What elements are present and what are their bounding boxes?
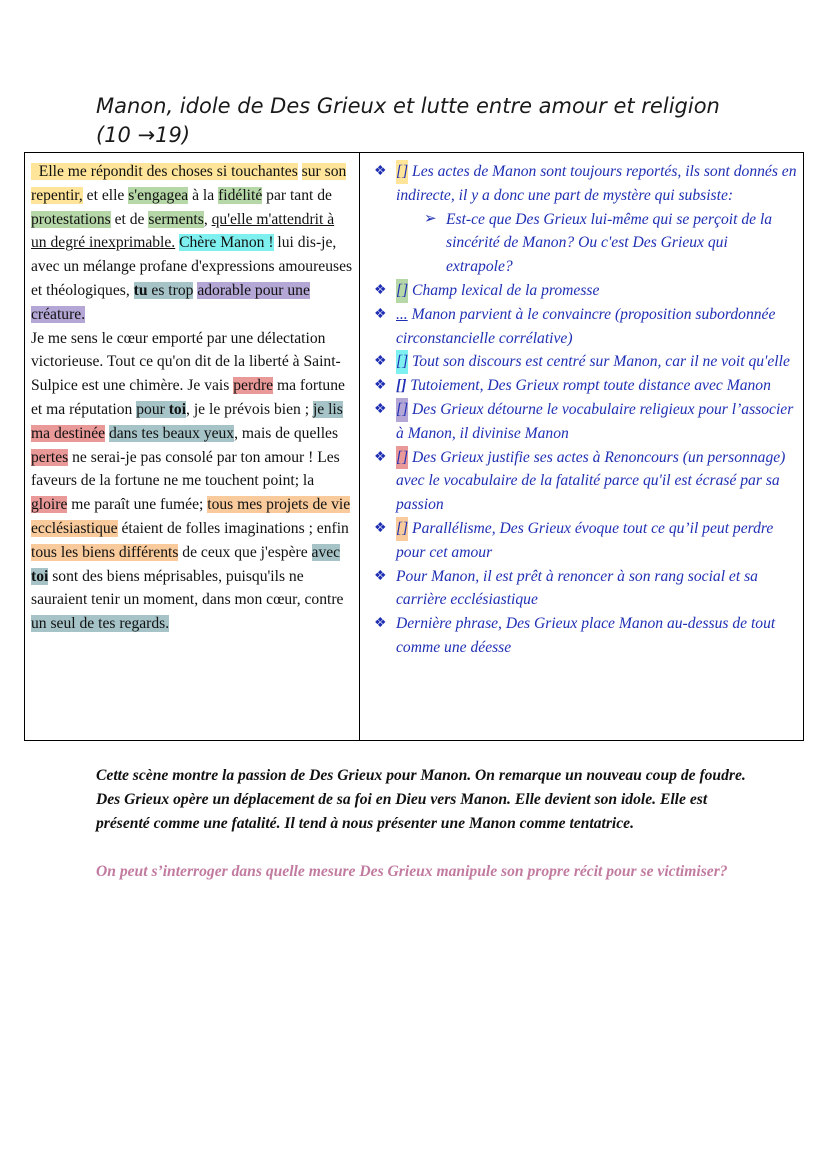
note-text: Des Grieux détourne le vocabulaire religieux pour l’associer à Manon, il divinise Manon — [396, 400, 794, 442]
note-item — [370, 517, 797, 565]
note-item — [370, 303, 797, 351]
note-text: Tout son discours est centré sur Manon, car il ne voit qu'elle — [408, 353, 790, 371]
note-text: Pour Manon, il est prêt à renoncer à son rang social et sa carrière ecclésiastique — [396, 567, 758, 609]
underlined-text: qu'elle m'attendrit à un degré inexprimable. — [31, 210, 335, 252]
highlight: serments — [148, 210, 204, 228]
note-text: Des Grieux justifie ses actes à Renoncours (un personnage) avec le vocabulaire de la fatalité parce qu'il est écrasé par sa passion — [396, 448, 786, 514]
conclusion-paragraph: Cette scène montre la passion de Des Grieux pour Manon. On remarque un nouveau coup de foudre. Des Grieux opère un déplacement de sa foi en Dieu vers Manon. Elle devient son idole. Elle est présenté comme une fatalité. Il tend à nous présenter une Manon comme tentatrice. — [96, 767, 746, 832]
highlight: fidélité — [218, 186, 263, 204]
text-run: , mais de quelles — [234, 424, 339, 442]
highlight: tous les biens différents — [31, 543, 179, 561]
note-text: Dernière phrase, Des Grieux place Manon au-dessus de tout comme une déesse — [396, 615, 776, 656]
highlight: dans tes beaux yeux — [108, 424, 235, 442]
diamond-bullet-icon: ❖ — [374, 449, 387, 465]
sub-note-text: Est-ce que Des Grieux lui-même qui se perçoit de la sincérité de Manon? Ou c'est Des Grieux qui extrapole? — [446, 210, 773, 276]
bold-marker: [] — [396, 377, 407, 395]
text-run: et elle — [82, 186, 129, 204]
color-marker: [] — [396, 517, 408, 541]
diamond-bullet-icon: ❖ — [374, 520, 387, 536]
diamond-bullet-icon: ❖ — [374, 378, 387, 394]
text-run: à la — [188, 186, 219, 204]
diamond-bullet-icon: ❖ — [374, 354, 387, 370]
arrow-bullet-icon: ➢ — [424, 210, 437, 227]
note-item — [370, 350, 797, 374]
text-run: et de — [110, 210, 149, 228]
note-text: Les actes de Manon sont toujours reportés, ils sont donnés en indirecte, il y a donc une part de mystère qui subsiste: — [396, 163, 797, 204]
note-item — [370, 160, 797, 279]
text-run: ne serai-je pas consolé par ton amour ! Les faveurs de la fortune ne me touchent point; la — [31, 448, 340, 490]
note-text: Manon parvient à le convaincre (proposition subordonnée circonstancielle corrélative) — [396, 305, 776, 347]
sub-note — [396, 208, 797, 279]
text-run: avec — [311, 543, 341, 561]
underline-marker: ... — [396, 305, 408, 323]
diamond-bullet-icon: ❖ — [374, 616, 387, 632]
excerpt-text — [25, 153, 360, 740]
highlight: protestations — [31, 210, 111, 228]
text-run: lui dis-je, avec un mélange profane d'expressions amoureuses et théologiques, — [31, 234, 353, 299]
note-text: Champ lexical de la promesse — [408, 281, 600, 299]
note-item — [370, 446, 797, 517]
color-marker: [] — [396, 279, 408, 303]
highlight: Chère Manon ! — [179, 234, 274, 252]
highlight: ma destinée — [31, 424, 106, 442]
highlight: sur son repentir, — [31, 163, 347, 204]
text-run: , je le prévois bien ; — [186, 400, 313, 418]
highlight: perdre — [233, 377, 274, 395]
diamond-bullet-icon: ❖ — [374, 306, 387, 322]
note-item — [370, 565, 797, 613]
highlight-bold: tu — [133, 281, 148, 299]
diamond-bullet-icon: ❖ — [374, 282, 387, 298]
highlight: tous mes projets de vie ecclésiastique — [31, 496, 351, 537]
color-marker: [] — [396, 350, 408, 374]
question-paragraph: On peut s’interroger dans quelle mesure Des Grieux manipule son propre récit pour se victimiser? — [96, 863, 728, 880]
text-run: sont des biens méprisables, puisqu'ils ne sauraient tenir un moment, dans mon cœur, contre — [31, 567, 344, 609]
highlight: gloire — [31, 496, 68, 514]
text-run: ma fortune et ma réputation — [31, 377, 345, 418]
diamond-bullet-icon: ❖ — [374, 568, 387, 584]
highlight — [136, 401, 186, 418]
note-item — [370, 398, 797, 446]
highlight: je lis — [312, 400, 343, 418]
color-marker: [] — [396, 160, 408, 184]
page-title: Manon, idole de Des Grieux et lutte entre amour et religion (10 →19) — [96, 94, 720, 147]
note-item — [370, 612, 797, 660]
note-item — [370, 279, 797, 303]
highlight: un seul de tes regards. — [31, 615, 170, 633]
highlight: es trop — [147, 281, 194, 299]
diamond-bullet-icon: ❖ — [374, 401, 387, 417]
note-text: Tutoiement, Des Grieux rompt toute distance avec Manon — [406, 377, 771, 395]
analysis-table — [24, 152, 804, 741]
color-marker: [] — [396, 446, 408, 470]
diamond-bullet-icon: ❖ — [374, 164, 387, 179]
text-run: , — [203, 210, 212, 228]
text-run: étaient de folles imaginations ; enfin — [117, 519, 349, 537]
note-item — [370, 374, 797, 398]
text-run: me paraît une fumée; — [67, 496, 208, 514]
highlight: s'engagea — [128, 186, 189, 204]
highlight: pertes — [31, 448, 69, 466]
text-run: pour — [136, 400, 169, 418]
color-marker: [] — [396, 398, 408, 422]
bold-text: toi — [168, 400, 187, 418]
text-run: de ceux que j'espère — [178, 543, 312, 561]
highlight: Elle me répondit des choses si touchantes — [31, 163, 298, 180]
text-run: par tant de — [262, 186, 332, 204]
analysis-notes — [360, 153, 803, 740]
highlight: adorable pour une créature. — [31, 281, 310, 323]
note-text: Parallélisme, Des Grieux évoque tout ce qu’il peut perdre pour cet amour — [396, 519, 774, 561]
text-run: Je me sens le cœur emporté par une délectation victorieuse. Tout ce qu'on dit de la liberté à Saint-Sulpice est une chimère. Je vais — [31, 329, 341, 395]
bold-text: toi — [31, 567, 49, 585]
